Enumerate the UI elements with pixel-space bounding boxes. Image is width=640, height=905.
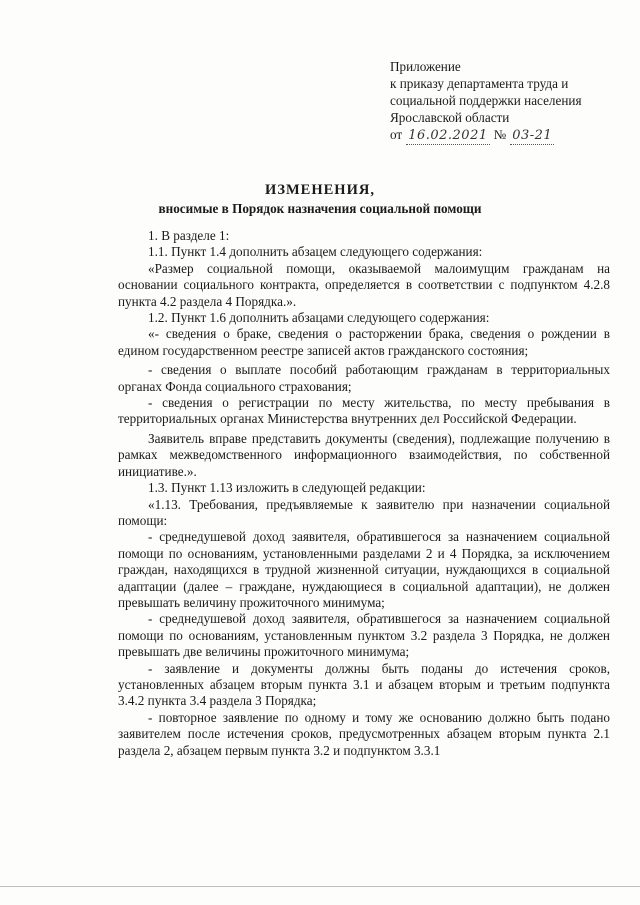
paragraph: - сведения о регистрации по месту жительства, по месту пребывания в территориальных органах Министерства внутренних дел Российской Федерации. (118, 395, 610, 427)
order-number-sign: № (493, 127, 507, 142)
paragraph: 1. В разделе 1: (148, 228, 230, 243)
paragraph: - сведения о выплате пособий работающим гражданам в территориальных органах Фонда социального страхования; (118, 362, 610, 394)
order-date: 16.02.2021 (408, 128, 488, 143)
paragraph: 1.2. Пункт 1.6 дополнить абзацами следующего содержания: (148, 310, 490, 326)
document-subtitle: вносимые в Порядок назначения социальной помощи (158, 201, 482, 216)
paragraph: - повторное заявление по одному и тому же основанию должно быть подано заявителем после истечения сроков, предусмотренных абзацем вторым пункта 2.1 раздела 2, абзацем первым пункта 3.2 и подпунктом 3.3.1 (118, 709, 610, 758)
appendix-label: Приложение (390, 59, 461, 74)
paragraph: Заявитель вправе представить документы (сведения), подлежащие получению в рамках межведомственного информационного взаимодействия, по собственной инициативе.». (118, 430, 610, 479)
paragraph: «- сведения о браке, сведения о расторжении брака, сведения о рождении в едином государственном реестре записей актов гражданского состояния; (118, 326, 610, 358)
document-body (118, 228, 610, 759)
order-number: 03-21 (512, 128, 553, 143)
page-bottom-divider (0, 886, 640, 887)
order-date-prefix: от (390, 127, 403, 142)
paragraph: 1.1. Пункт 1.4 дополнить абзацем следующего содержания: (148, 244, 483, 260)
paragraph: - среднедушевой доход заявителя, обратившегося за назначением социальной помощи по основаниям, установленным пунктом 3.2 раздела 3 Порядка, не должен превышать две величины прожиточного минимума; (118, 611, 610, 660)
appendix-order-ref: к приказу департамента труда и (390, 76, 569, 91)
paragraph: - среднедушевой доход заявителя, обратившегося за назначением социальной помощи по основаниям, установленными разделами 2 и 4 Порядка, за исключением граждан, находящихся в трудной жизненной ситуации, нуждающихся в социальной адаптации (далее – граждане, нуждающиеся в социальной адаптации), не должен превышать величину прожиточного минимума; (118, 529, 610, 610)
appendix-department: социальной поддержки населения (390, 93, 582, 108)
appendix-region: Ярославской области (390, 110, 510, 125)
paragraph: «1.13. Требования, предъявляемые к заявителю при назначении социальной помощи: (118, 496, 610, 528)
paragraph: - заявление и документы должны быть поданы до истечения сроков, установленных абзацем вторым пункта 3.1 и абзацем вторым и третьим подпункта 3.4.2 пункта 3.4 раздела 3 Порядка; (118, 660, 610, 709)
order-details (390, 126, 582, 145)
paragraph: «Размер социальной помощи, оказываемой малоимущим гражданам на основании социального контракта, определяется в соответствии с подпунктом 4.2.8 пункта 4.2 раздела 4 Порядка.». (118, 260, 610, 309)
appendix-block (390, 58, 582, 145)
paragraph: 1.3. Пункт 1.13 изложить в следующей редакции: (148, 480, 426, 496)
document-title: ИЗМЕНЕНИЯ, (265, 182, 375, 198)
